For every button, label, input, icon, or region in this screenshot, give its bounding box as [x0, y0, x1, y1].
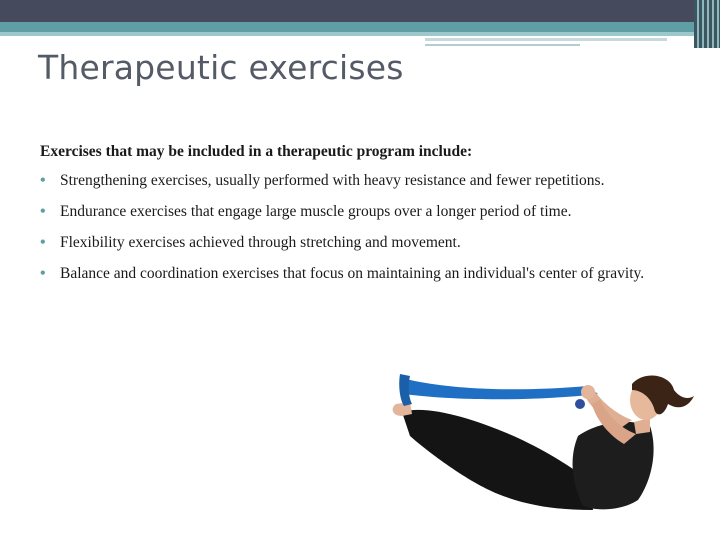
- bullet-icon: •: [40, 172, 46, 189]
- bullet-icon: •: [40, 203, 46, 220]
- bullet-text: Flexibility exercises achieved through stretching and movement.: [60, 234, 461, 251]
- bullet-item: [40, 198, 680, 226]
- slide-title: Therapeutic exercises: [38, 48, 404, 87]
- bullet-item: [40, 229, 680, 257]
- intro-text: Exercises that may be included in a therapeutic program include:: [40, 143, 473, 160]
- bullet-icon: •: [40, 265, 46, 282]
- corner-stripes-decoration: [694, 0, 720, 48]
- hand-shape: [581, 385, 595, 399]
- bullet-list: [40, 167, 680, 288]
- top-bar-accent-line: [425, 38, 667, 41]
- bullet-icon: •: [40, 234, 46, 251]
- bullet-text: Balance and coordination exercises that focus on maintaining an individual's center of gravity.: [60, 265, 645, 282]
- slide-body: [40, 143, 680, 291]
- bullet-text: Endurance exercises that engage large muscle groups over a longer period of time.: [60, 203, 572, 220]
- top-bar-teal: [0, 22, 720, 32]
- top-bar-accent-line-short: [425, 44, 580, 46]
- bullet-item: [40, 167, 680, 195]
- bullet-text: Strengthening exercises, usually performed with heavy resistance and fewer repetitions.: [60, 172, 605, 189]
- top-bar-light: [0, 32, 720, 36]
- resistance-band: [402, 378, 598, 399]
- exercise-photo: [388, 360, 698, 512]
- pants-shape: [402, 410, 593, 510]
- top-bar-dark: [0, 0, 720, 22]
- bullet-item: [40, 260, 680, 288]
